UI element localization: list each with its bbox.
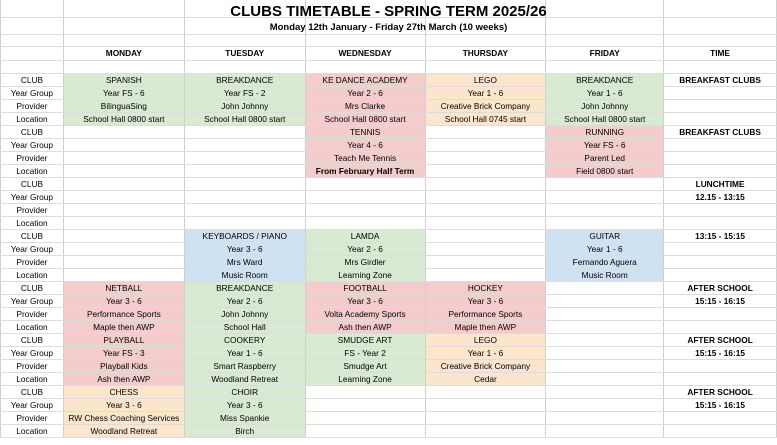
row-label: Location — [1, 372, 64, 385]
location — [546, 320, 664, 333]
year-group: FS - Year 2 — [305, 346, 425, 359]
time-slot: AFTER SCHOOL — [664, 333, 777, 346]
club-name — [63, 125, 184, 138]
column-header-thursday: THURSDAY — [425, 46, 546, 60]
club-name: SPANISH — [63, 73, 184, 86]
year-group: Year FS - 3 — [63, 346, 184, 359]
year-group: Year 1 - 6 — [546, 242, 664, 255]
year-group: Year FS - 6 — [63, 86, 184, 99]
provider: Volta Academy Sports — [305, 307, 425, 320]
location: Music Room — [546, 268, 664, 281]
row-label: Provider — [1, 255, 64, 268]
location — [63, 164, 184, 177]
club-name: BREAKDANCE — [546, 73, 664, 86]
time-slot — [664, 307, 777, 320]
provider: Mrs Ward — [184, 255, 305, 268]
club-name: COOKERY — [184, 333, 305, 346]
provider — [425, 411, 546, 424]
location: School Hall 0800 start — [184, 112, 305, 125]
row-label: Provider — [1, 203, 64, 216]
time-slot — [664, 424, 777, 437]
year-group: Year 1 - 6 — [425, 346, 546, 359]
year-group: Year 4 - 6 — [305, 138, 425, 151]
provider — [305, 411, 425, 424]
location: Maple then AWP — [63, 320, 184, 333]
club-name: CHESS — [63, 385, 184, 398]
time-slot — [664, 372, 777, 385]
location: School Hall 0800 start — [305, 112, 425, 125]
row-label: Year Group — [1, 242, 64, 255]
location — [184, 216, 305, 229]
provider: Performance Sports — [425, 307, 546, 320]
club-name: LEGO — [425, 333, 546, 346]
provider: Smudge Art — [305, 359, 425, 372]
club-name: FOOTBALL — [305, 281, 425, 294]
location — [425, 216, 546, 229]
provider: BilinguaSing — [63, 99, 184, 112]
location — [546, 424, 664, 437]
club-name — [305, 177, 425, 190]
location — [63, 216, 184, 229]
year-group — [63, 190, 184, 203]
year-group: Year 3 - 6 — [184, 242, 305, 255]
year-group: Year 1 - 6 — [184, 346, 305, 359]
column-header-wednesday: WEDNESDAY — [305, 46, 425, 60]
location: Woodland Retreat — [63, 424, 184, 437]
location — [425, 164, 546, 177]
club-name — [425, 125, 546, 138]
provider — [63, 151, 184, 164]
time-slot — [664, 112, 777, 125]
provider — [546, 359, 664, 372]
provider: Performance Sports — [63, 307, 184, 320]
row-label: Year Group — [1, 86, 64, 99]
provider — [546, 411, 664, 424]
time-slot: AFTER SCHOOL — [664, 281, 777, 294]
club-name: BREAKDANCE — [184, 281, 305, 294]
club-name — [63, 177, 184, 190]
location — [184, 164, 305, 177]
location: Learning Zone — [305, 268, 425, 281]
club-name — [546, 177, 664, 190]
row-label: Year Group — [1, 398, 64, 411]
year-group: Year 3 - 6 — [63, 294, 184, 307]
location — [305, 216, 425, 229]
provider: Miss Spankie — [184, 411, 305, 424]
time-slot — [664, 359, 777, 372]
column-header-tuesday: TUESDAY — [184, 46, 305, 60]
year-group: Year 3 - 6 — [305, 294, 425, 307]
time-slot: BREAKFAST CLUBS — [664, 73, 777, 86]
time-slot — [664, 203, 777, 216]
page-title: CLUBS TIMETABLE - SPRING TERM 2025/26 — [230, 3, 547, 20]
location: School Hall — [184, 320, 305, 333]
row-label: CLUB — [1, 73, 64, 86]
location: Maple then AWP — [425, 320, 546, 333]
time-slot: BREAKFAST CLUBS — [664, 125, 777, 138]
row-label: CLUB — [1, 281, 64, 294]
club-name — [184, 177, 305, 190]
provider — [184, 151, 305, 164]
year-group — [305, 398, 425, 411]
location — [425, 424, 546, 437]
location — [425, 268, 546, 281]
row-label: Year Group — [1, 190, 64, 203]
row-label: Location — [1, 216, 64, 229]
time-slot — [664, 99, 777, 112]
club-name — [63, 229, 184, 242]
year-group — [425, 398, 546, 411]
location — [63, 268, 184, 281]
club-name — [184, 125, 305, 138]
location — [546, 216, 664, 229]
row-label: Location — [1, 424, 64, 437]
time-slot: 12.15 - 13:15 — [664, 190, 777, 203]
time-slot — [664, 151, 777, 164]
column-header-time: TIME — [664, 46, 777, 60]
time-slot — [664, 320, 777, 333]
time-slot: 15:15 - 16:15 — [664, 398, 777, 411]
year-group — [546, 346, 664, 359]
row-label: Year Group — [1, 346, 64, 359]
provider — [305, 203, 425, 216]
year-group: Year 3 - 6 — [184, 398, 305, 411]
club-name — [425, 385, 546, 398]
provider — [546, 203, 664, 216]
club-name: TENNIS — [305, 125, 425, 138]
provider — [63, 255, 184, 268]
club-name: KE DANCE ACADEMY — [305, 73, 425, 86]
location: Field 0800 start — [546, 164, 664, 177]
club-name: SMUDGE ART — [305, 333, 425, 346]
year-group: Year 3 - 6 — [63, 398, 184, 411]
location: Birch — [184, 424, 305, 437]
location: Cedar — [425, 372, 546, 385]
provider: Parent Led — [546, 151, 664, 164]
provider: Creative Brick Company — [425, 99, 546, 112]
time-slot — [664, 255, 777, 268]
row-label: CLUB — [1, 177, 64, 190]
location: From February Half Term — [305, 164, 425, 177]
year-group — [184, 190, 305, 203]
club-name — [425, 177, 546, 190]
year-group: Year 1 - 6 — [425, 86, 546, 99]
time-slot: 15:15 - 16:15 — [664, 294, 777, 307]
year-group — [305, 190, 425, 203]
column-header-friday: FRIDAY — [546, 46, 664, 60]
row-label: Location — [1, 320, 64, 333]
row-label: Provider — [1, 359, 64, 372]
row-label: Year Group — [1, 138, 64, 151]
club-name: NETBALL — [63, 281, 184, 294]
location: Learning Zone — [305, 372, 425, 385]
provider: Playball Kids — [63, 359, 184, 372]
page-subtitle: Monday 12th January - Friday 27th March (10 weeks) — [269, 22, 508, 33]
year-group: Year 2 - 6 — [305, 242, 425, 255]
provider: Mrs Girdler — [305, 255, 425, 268]
provider — [425, 255, 546, 268]
time-slot — [664, 86, 777, 99]
provider: RW Chess Coaching Services — [63, 411, 184, 424]
year-group: Year FS - 2 — [184, 86, 305, 99]
column-header-monday: MONDAY — [63, 46, 184, 60]
provider: Fernando Aguera — [546, 255, 664, 268]
row-label: Location — [1, 112, 64, 125]
year-group — [184, 138, 305, 151]
row-label: Provider — [1, 99, 64, 112]
provider: Creative Brick Company — [425, 359, 546, 372]
year-group: Year 3 - 6 — [425, 294, 546, 307]
year-group: Year FS - 6 — [546, 138, 664, 151]
provider — [184, 203, 305, 216]
time-slot — [664, 138, 777, 151]
club-name — [305, 385, 425, 398]
year-group — [425, 242, 546, 255]
time-slot: LUNCHTIME — [664, 177, 777, 190]
club-name: KEYBOARDS / PIANO — [184, 229, 305, 242]
year-group: Year 2 - 6 — [184, 294, 305, 307]
location: School Hall 0745 start — [425, 112, 546, 125]
row-label: Provider — [1, 151, 64, 164]
time-slot — [664, 411, 777, 424]
year-group — [425, 138, 546, 151]
time-slot — [664, 164, 777, 177]
provider — [425, 151, 546, 164]
club-name: BREAKDANCE — [184, 73, 305, 86]
year-group — [63, 138, 184, 151]
provider — [425, 203, 546, 216]
club-name: CHOIR — [184, 385, 305, 398]
club-name: HOCKEY — [425, 281, 546, 294]
club-name: LAMDA — [305, 229, 425, 242]
club-name: PLAYBALL — [63, 333, 184, 346]
club-name — [546, 385, 664, 398]
year-group: Year 1 - 6 — [546, 86, 664, 99]
location: Woodland Retreat — [184, 372, 305, 385]
provider: Teach Me Tennis — [305, 151, 425, 164]
club-name — [425, 229, 546, 242]
location: Ash then AWP — [305, 320, 425, 333]
provider: Mrs Clarke — [305, 99, 425, 112]
year-group — [546, 294, 664, 307]
provider: John Johnny — [184, 99, 305, 112]
club-name: RUNNING — [546, 125, 664, 138]
provider: John Johnny — [546, 99, 664, 112]
row-label: CLUB — [1, 385, 64, 398]
year-group — [425, 190, 546, 203]
row-label: CLUB — [1, 229, 64, 242]
row-label: Provider — [1, 307, 64, 320]
time-slot: 13:15 - 15:15 — [664, 229, 777, 242]
time-slot — [664, 216, 777, 229]
row-label: Location — [1, 164, 64, 177]
year-group — [63, 242, 184, 255]
provider — [63, 203, 184, 216]
time-slot — [664, 268, 777, 281]
provider: John Johnny — [184, 307, 305, 320]
year-group — [546, 190, 664, 203]
provider — [546, 307, 664, 320]
location — [546, 372, 664, 385]
club-name — [546, 333, 664, 346]
time-slot — [664, 242, 777, 255]
location: School Hall 0800 start — [63, 112, 184, 125]
year-group — [546, 398, 664, 411]
row-label: Provider — [1, 411, 64, 424]
row-label: CLUB — [1, 333, 64, 346]
location — [305, 424, 425, 437]
location: School Hall 0800 start — [546, 112, 664, 125]
row-label: Year Group — [1, 294, 64, 307]
year-group: Year 2 - 6 — [305, 86, 425, 99]
time-slot: AFTER SCHOOL — [664, 385, 777, 398]
location: Ash then AWP — [63, 372, 184, 385]
location: Music Room — [184, 268, 305, 281]
club-name — [546, 281, 664, 294]
club-name: LEGO — [425, 73, 546, 86]
row-label: Location — [1, 268, 64, 281]
row-label: CLUB — [1, 125, 64, 138]
provider: Smart Raspberry — [184, 359, 305, 372]
time-slot: 15:15 - 16:15 — [664, 346, 777, 359]
club-name: GUITAR — [546, 229, 664, 242]
